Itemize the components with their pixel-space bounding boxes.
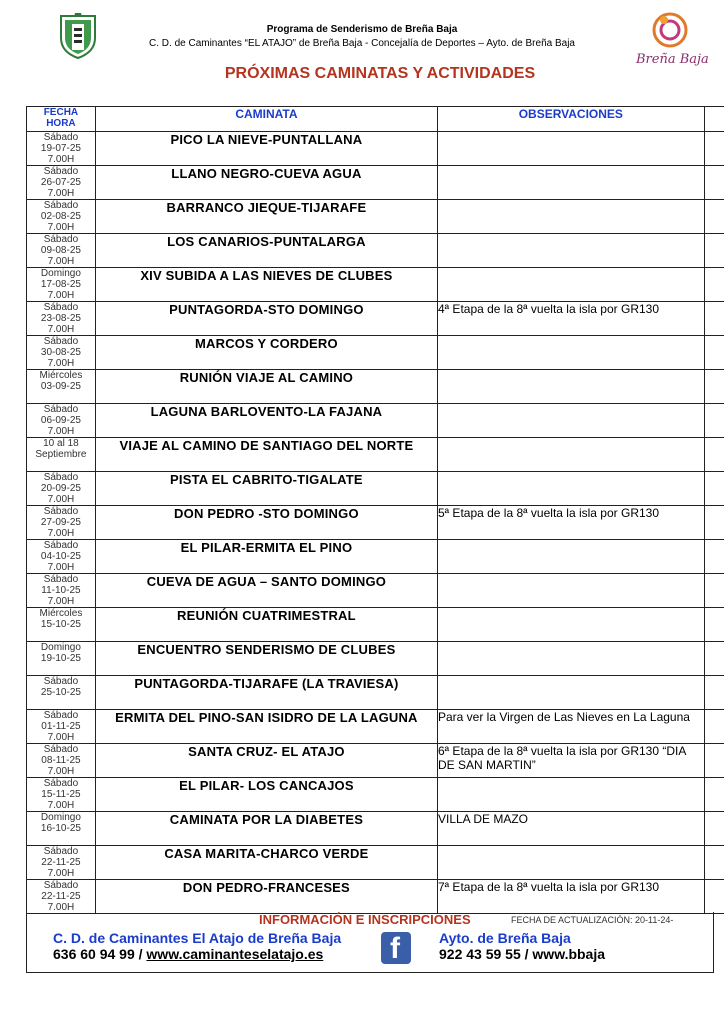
empty-cell — [704, 608, 724, 642]
document-header — [0, 0, 724, 100]
table-row — [27, 506, 724, 540]
date-line: 7.00H — [47, 256, 75, 267]
empty-cell — [704, 404, 724, 438]
table-row — [27, 846, 724, 880]
date-line: 11-10-25 — [41, 585, 81, 596]
empty-cell — [704, 268, 724, 302]
observations-cell — [437, 472, 704, 506]
date-line: 7.00H — [47, 494, 75, 505]
observations-cell — [437, 370, 704, 404]
walk-column-header: CAMINATA — [95, 107, 437, 132]
date-line: 15-11-25 — [41, 789, 81, 800]
date-line: Sábado — [43, 302, 79, 313]
table-row — [27, 166, 724, 200]
facebook-icon[interactable] — [381, 932, 411, 964]
empty-cell — [704, 132, 724, 166]
table-row — [27, 404, 724, 438]
walk-name-cell: REUNIÓN CUATRIMESTRAL — [95, 608, 437, 642]
date-line: 7.00H — [47, 188, 75, 199]
observations-cell — [437, 438, 704, 472]
observations-cell: 6ª Etapa de la 8ª vuelta la isla por GR130 “DIA DE SAN MARTIN” — [437, 744, 704, 778]
empty-cell — [704, 846, 724, 880]
document-footer — [26, 912, 714, 973]
observations-cell — [437, 234, 704, 268]
walk-name-cell: PUNTAGORDA-STO DOMINGO — [95, 302, 437, 336]
walk-name-cell: PICO LA NIEVE-PUNTALLANA — [95, 132, 437, 166]
date-line: 7.00H — [47, 902, 75, 913]
walk-name-cell: CASA MARITA-CHARCO VERDE — [95, 846, 437, 880]
date-line: 23-08-25 — [40, 313, 81, 324]
observations-cell — [437, 846, 704, 880]
club-phone: 636 60 94 99 / — [53, 946, 147, 962]
date-cell — [27, 778, 96, 812]
date-line: 30-08-25 — [40, 347, 81, 358]
observations-cell — [437, 268, 704, 302]
observations-cell — [437, 166, 704, 200]
walk-name-cell: PUNTAGORDA-TIJARAFE (LA TRAVIESA) — [95, 676, 437, 710]
date-line: 26-07-25 — [40, 177, 81, 188]
walk-name-cell: ENCUENTRO SENDERISMO DE CLUBES — [95, 642, 437, 676]
empty-cell — [704, 472, 724, 506]
date-line: Miércoles — [39, 608, 83, 619]
observations-cell — [437, 778, 704, 812]
date-cell — [27, 472, 96, 506]
empty-cell — [704, 302, 724, 336]
date-line: Domingo — [40, 268, 81, 279]
date-cell — [27, 506, 96, 540]
date-line: Sábado — [43, 336, 79, 347]
brena-baja-logo-icon — [630, 8, 710, 74]
date-line: Sábado — [43, 506, 79, 517]
empty-cell — [704, 574, 724, 608]
observations-cell: 4ª Etapa de la 8ª vuelta la isla por GR130 — [437, 302, 704, 336]
empty-cell — [704, 370, 724, 404]
date-line: Domingo — [40, 812, 81, 823]
date-line: 27-09-25 — [40, 517, 81, 528]
table-header-row — [27, 107, 724, 132]
empty-cell — [704, 200, 724, 234]
date-line: 19-07-25 — [40, 143, 81, 154]
date-line: Sábado — [43, 744, 79, 755]
date-cell — [27, 302, 96, 336]
date-cell — [27, 438, 96, 472]
date-line: Septiembre — [35, 449, 87, 460]
date-line: 7.00H — [47, 324, 75, 335]
observations-column-header: OBSERVACIONES — [437, 107, 704, 132]
date-line: 06-09-25 — [40, 415, 81, 426]
table-row — [27, 336, 724, 370]
date-cell — [27, 710, 96, 744]
table-row — [27, 642, 724, 676]
date-line: 7.00H — [47, 562, 75, 573]
date-cell — [27, 846, 96, 880]
walk-name-cell: EL PILAR-ERMITA EL PINO — [95, 540, 437, 574]
date-line: 15-10-25 — [40, 619, 81, 630]
table-row — [27, 710, 724, 744]
empty-column-header — [704, 107, 724, 132]
date-cell — [27, 132, 96, 166]
observations-cell — [437, 404, 704, 438]
observations-cell — [437, 132, 704, 166]
empty-cell — [704, 744, 724, 778]
date-line: Sábado — [43, 166, 79, 177]
info-heading: INFORMACIÓN E INSCRIPCIONES — [259, 912, 471, 927]
walk-name-cell: BARRANCO JIEQUE-TIJARAFE — [95, 200, 437, 234]
walk-name-cell: VIAJE AL CAMINO DE SANTIAGO DEL NORTE — [95, 438, 437, 472]
date-line: Sábado — [43, 846, 79, 857]
table-row — [27, 234, 724, 268]
walks-table — [26, 106, 724, 914]
council-name: Ayto. de Breña Baja — [439, 930, 571, 946]
table-row — [27, 540, 724, 574]
date-line: 16-10-25 — [40, 823, 81, 834]
date-line: 7.00H — [47, 222, 75, 233]
date-cell — [27, 166, 96, 200]
empty-cell — [704, 540, 724, 574]
empty-cell — [704, 812, 724, 846]
walk-name-cell: LLANO NEGRO-CUEVA AGUA — [95, 166, 437, 200]
date-cell — [27, 880, 96, 914]
table-row — [27, 438, 724, 472]
observations-cell: 7ª Etapa de la 8ª vuelta la isla por GR130 — [437, 880, 704, 914]
date-cell — [27, 608, 96, 642]
date-line: 04-10-25 — [40, 551, 81, 562]
observations-cell — [437, 336, 704, 370]
date-line: Sábado — [43, 540, 79, 551]
table-row — [27, 880, 724, 914]
empty-cell — [704, 710, 724, 744]
date-cell — [27, 642, 96, 676]
date-cell — [27, 404, 96, 438]
date-cell — [27, 268, 96, 302]
empty-cell — [704, 676, 724, 710]
table-row — [27, 132, 724, 166]
walk-name-cell: CUEVA DE AGUA – SANTO DOMINGO — [95, 574, 437, 608]
date-line: 02-08-25 — [40, 211, 81, 222]
empty-cell — [704, 438, 724, 472]
page-title: PRÓXIMAS CAMINATAS Y ACTIVIDADES — [224, 65, 536, 82]
date-line: 7.00H — [47, 766, 75, 777]
walk-name-cell: DON PEDRO-FRANCESES — [95, 880, 437, 914]
table-row — [27, 472, 724, 506]
time-header-label: HORA — [46, 118, 76, 129]
facebook-glyph: f — [390, 932, 400, 965]
date-line: 7.00H — [47, 528, 75, 539]
table-row — [27, 302, 724, 336]
walk-name-cell: LOS CANARIOS-PUNTALARGA — [95, 234, 437, 268]
date-cell — [27, 744, 96, 778]
table-row — [27, 574, 724, 608]
observations-cell: 5ª Etapa de la 8ª vuelta la isla por GR130 — [437, 506, 704, 540]
walk-name-cell: SANTA CRUZ- EL ATAJO — [95, 744, 437, 778]
observations-cell — [437, 676, 704, 710]
observations-cell — [437, 608, 704, 642]
date-line: 7.00H — [47, 732, 75, 743]
walk-name-cell: DON PEDRO -STO DOMINGO — [95, 506, 437, 540]
empty-cell — [704, 234, 724, 268]
date-line: Sábado — [43, 472, 79, 483]
date-line: 19-10-25 — [40, 653, 81, 664]
club-website-link[interactable]: www.caminanteselatajo.es — [146, 946, 324, 962]
walk-name-cell: XIV SUBIDA A LAS NIEVES DE CLUBES — [95, 268, 437, 302]
date-cell — [27, 200, 96, 234]
date-cell — [27, 812, 96, 846]
date-cell — [27, 370, 96, 404]
walk-name-cell: ERMITA DEL PINO-SAN ISIDRO DE LA LAGUNA — [95, 710, 437, 744]
date-line: Miércoles — [39, 370, 83, 381]
date-line: 7.00H — [47, 868, 75, 879]
date-line: Sábado — [43, 880, 79, 891]
date-column-header — [27, 107, 96, 132]
date-cell — [27, 540, 96, 574]
table-row — [27, 200, 724, 234]
observations-cell — [437, 200, 704, 234]
table-row — [27, 812, 724, 846]
date-line: 7.00H — [47, 800, 75, 811]
club-name: C. D. de Caminantes El Atajo de Breña Baja — [53, 930, 342, 946]
date-line: 7.00H — [47, 154, 75, 165]
date-line: Sábado — [43, 200, 79, 211]
empty-cell — [704, 778, 724, 812]
date-line: 17-08-25 — [40, 279, 81, 290]
brand-name: Breña Baja — [636, 52, 709, 67]
date-line: 22-11-25 — [41, 891, 81, 902]
table-row — [27, 676, 724, 710]
table-row — [27, 370, 724, 404]
date-line: Sábado — [43, 710, 79, 721]
walk-name-cell: RUNIÓN VIAJE AL CAMINO — [95, 370, 437, 404]
empty-cell — [704, 880, 724, 914]
walk-name-cell: EL PILAR- LOS CANCAJOS — [95, 778, 437, 812]
observations-cell: VILLA DE MAZO — [437, 812, 704, 846]
table-row — [27, 778, 724, 812]
date-line: 09-08-25 — [40, 245, 81, 256]
update-date: FECHA DE ACTUALIZACIÓN: 20-11-24- — [511, 915, 674, 925]
council-contact: 922 43 59 55 / www.bbaja — [439, 946, 606, 962]
date-line: Sábado — [43, 778, 79, 789]
date-line: Domingo — [40, 642, 81, 653]
date-header-label: FECHA — [43, 107, 79, 118]
table-row — [27, 608, 724, 642]
program-title: Programa de Senderismo de Breña Baja — [266, 24, 458, 35]
date-line: 08-11-25 — [41, 755, 81, 766]
observations-cell — [437, 540, 704, 574]
date-line: Sábado — [43, 676, 79, 687]
table-row — [27, 744, 724, 778]
date-line: 7.00H — [47, 290, 75, 301]
date-line: 10 al 18 — [43, 438, 79, 449]
date-line: 01-11-25 — [41, 721, 81, 732]
walk-name-cell: CAMINATA POR LA DIABETES — [95, 812, 437, 846]
empty-cell — [704, 166, 724, 200]
date-line: 22-11-25 — [41, 857, 81, 868]
date-line: Sábado — [43, 574, 79, 585]
date-line: 20-09-25 — [40, 483, 81, 494]
observations-cell — [437, 574, 704, 608]
date-cell — [27, 676, 96, 710]
date-line: Sábado — [43, 234, 79, 245]
date-line: 25-10-25 — [40, 687, 81, 698]
empty-cell — [704, 506, 724, 540]
date-cell — [27, 336, 96, 370]
date-line: Sábado — [43, 132, 79, 143]
walk-name-cell: MARCOS Y CORDERO — [95, 336, 437, 370]
empty-cell — [704, 642, 724, 676]
club-contact — [53, 946, 323, 962]
date-line: Sábado — [43, 404, 79, 415]
date-line: 7.00H — [47, 426, 75, 437]
date-line: 7.00H — [47, 358, 75, 369]
date-cell — [27, 234, 96, 268]
walk-name-cell: PISTA EL CABRITO-TIGALATE — [95, 472, 437, 506]
date-line: 03-09-25 — [40, 381, 81, 392]
date-line: 7.00H — [47, 596, 75, 607]
date-cell — [27, 574, 96, 608]
walk-name-cell: LAGUNA BARLOVENTO-LA FAJANA — [95, 404, 437, 438]
observations-cell: Para ver la Virgen de Las Nieves en La Laguna — [437, 710, 704, 744]
observations-cell — [437, 642, 704, 676]
table-row — [27, 268, 724, 302]
organizer-line: C. D. de Caminantes “EL ATAJO” de Breña Baja - Concejalía de Deportes – Ayto. de Breña Baja — [149, 38, 575, 49]
empty-cell — [704, 336, 724, 370]
club-crest-icon — [55, 10, 101, 60]
